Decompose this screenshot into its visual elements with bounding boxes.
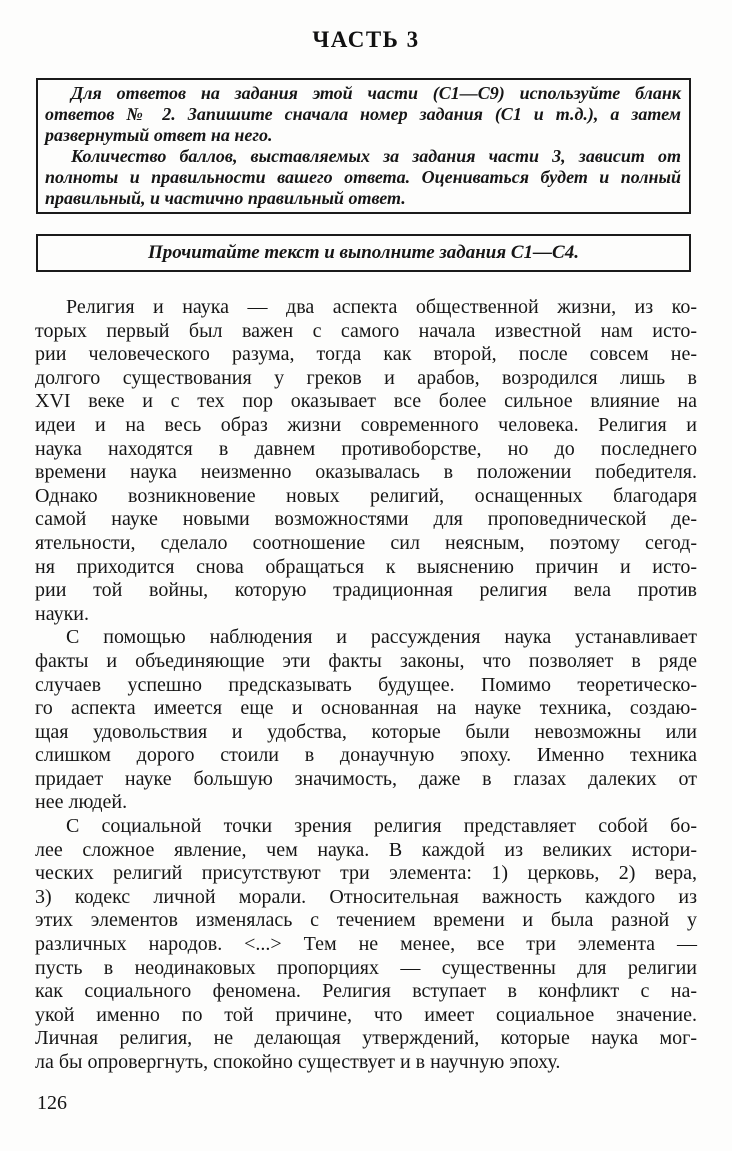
task-box-text: Прочитайте текст и выполните задания С1—С4. — [148, 242, 579, 263]
text-line: ческих религий присутствуют три элемента: 1) церковь, 2) вера, — [35, 862, 697, 885]
text-line: времени наука неизменно оказывалась в положении победителя. — [35, 461, 697, 484]
text-line: Однако возникновение новых религий, оснащенных благодаря — [35, 484, 697, 507]
text-line: Личная религия, не делающая утверждений, которые наука мог- — [35, 1027, 697, 1050]
text-line: ятельности, сделало соотношение сил неясным, поэтому сегод- — [35, 531, 697, 554]
text-line: наука находятся в давнем противоборстве, но до последнего — [35, 437, 697, 460]
task-box — [36, 234, 691, 272]
paragraph — [35, 626, 697, 815]
text-line: Религия и наука — два аспекта общественной жизни, из ко- — [66, 296, 697, 318]
text-line: развернутый ответ на него. — [45, 125, 273, 145]
paragraph — [35, 815, 697, 1075]
text-line: пусть в неодинаковых пропорциях — существенны для религии — [35, 956, 697, 979]
text-line: слишком дорого стоили в донаучную эпоху. Именно техника — [35, 744, 697, 767]
text-line: как социального феномена. Религия вступает в конфликт с на- — [35, 980, 697, 1003]
text-line: ня приходится снова обращаться к выяснению причин и исто- — [35, 555, 697, 578]
instruction-box — [36, 78, 691, 214]
text-line: этих элементов изменялась с течением времени и была разной у — [35, 909, 697, 932]
text-line: щая удовольствия и удобства, которые были невозможны или — [35, 720, 697, 743]
page-number: 126 — [37, 1092, 67, 1114]
text-line: С социальной точки зрения религия представляет собой бо- — [66, 815, 697, 838]
text-line: правильный, и частично правильный ответ. — [45, 188, 406, 208]
text-line: факты и объединяющие эти факты законы, что позволяет в ряде — [35, 649, 697, 672]
text-line: С помощью наблюдения и рассуждения наука устанавливает — [66, 626, 697, 649]
text-line: случаев успешно предсказывать будущее. Помимо теоретическо- — [35, 673, 697, 696]
text-line: Для ответов на задания этой части (С1—С9) используйте бланк — [71, 83, 681, 103]
text-line: полноты и правильности вашего ответа. Оцениваться будет и полный — [45, 167, 681, 187]
paragraph — [45, 146, 681, 209]
paragraph — [45, 83, 681, 146]
text-line: го аспекта имеется еще и основанная на науке техника, создаю- — [35, 697, 697, 720]
text-line: ответов № 2. Запишите сначала номер задания (С1 и т.д.), а затем — [45, 104, 681, 124]
page-title: ЧАСТЬ 3 — [312, 27, 420, 52]
text-line: Количество баллов, выставляемых за задания части 3, зависит от — [71, 146, 681, 166]
text-line: ла бы опровергнуть, спокойно существует и в научную эпоху. — [35, 1051, 561, 1073]
text-line: укой именно по той причине, что имеет социальное значение. — [35, 1003, 697, 1026]
text-line: торых первый был важен с самого начала известной нам исто- — [35, 319, 697, 342]
text-line: долгого существования у греков и арабов, возродился лишь в — [35, 366, 697, 389]
reading-text — [35, 296, 697, 1075]
text-line: самой науке новыми возможностями для проповеднической де- — [35, 508, 697, 531]
text-line: рии той войны, которую традиционная религия вела против — [35, 579, 697, 602]
text-line: придает науке большую значимость, даже в глазах далеких от — [35, 767, 697, 790]
text-line: нее людей. — [35, 791, 128, 814]
text-line: 3) кодекс личной морали. Относительная важность каждого из — [35, 885, 697, 908]
text-line: различных народов. <...> Тем не менее, все три элемента — — [35, 933, 697, 956]
text-line: науки. — [35, 602, 89, 625]
text-line: рии человеческого разума, тогда как второй, после совсем не- — [35, 343, 697, 366]
text-line: лее сложное явление, чем наука. В каждой из великих истори- — [35, 838, 697, 861]
text-line: XVI веке и с тех пор оказывает все более сильное влияние на — [35, 390, 697, 413]
text-line: идеи и на весь образ жизни современного человека. Религия и — [35, 413, 697, 436]
paragraph — [35, 296, 697, 626]
